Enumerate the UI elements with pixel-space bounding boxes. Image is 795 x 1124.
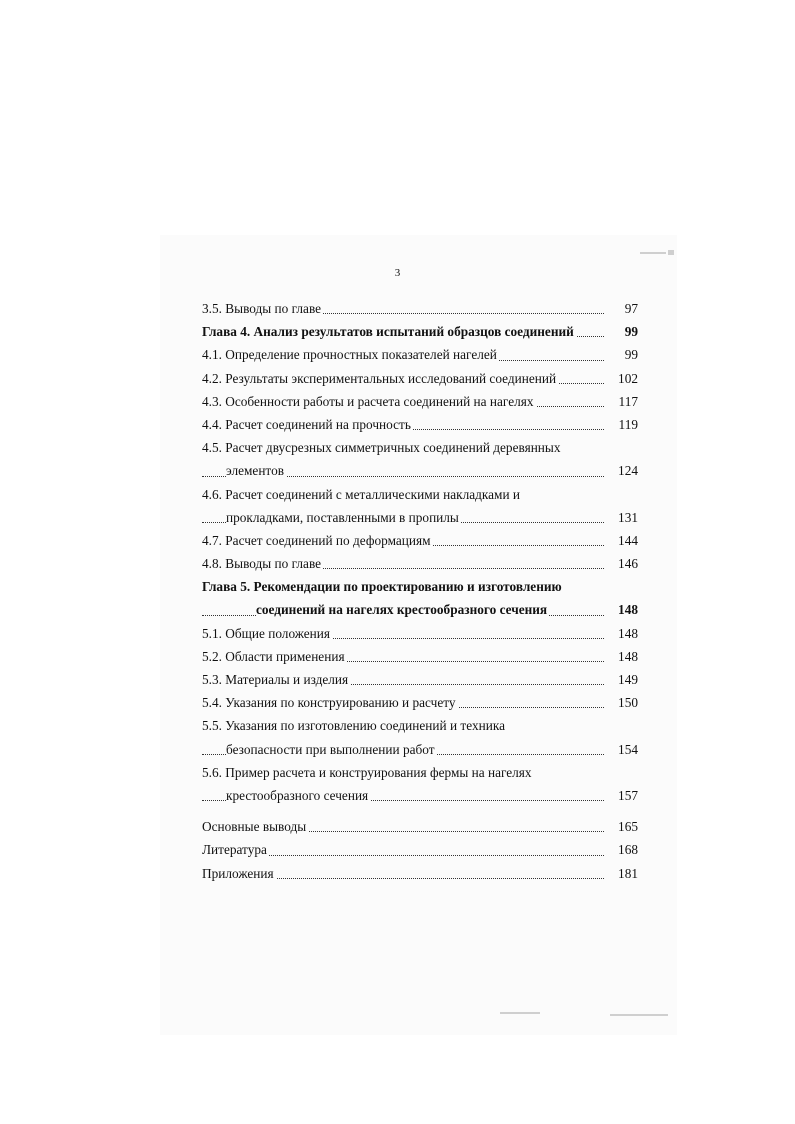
toc-entry-page: 154	[604, 738, 638, 761]
scan-speck	[500, 1012, 540, 1014]
toc-entry-page: 181	[604, 862, 638, 885]
toc-entry	[202, 575, 638, 598]
toc-entry	[202, 320, 638, 343]
page-number: 3	[394, 267, 401, 279]
toc-entry-title: Литература	[202, 838, 269, 861]
toc-entry-title: элементов	[226, 459, 286, 482]
toc-entry-page: 117	[604, 390, 638, 413]
toc-entry	[202, 297, 638, 320]
toc-entry-page: 148	[604, 622, 638, 645]
toc-entry	[202, 598, 638, 621]
toc-entry-title: 4.6. Расчет соединений с металлическими накладками и	[202, 483, 522, 506]
toc-entry-title: 4.5. Расчет двусрезных симметричных соединений деревянных	[202, 436, 563, 459]
toc-entry	[202, 645, 638, 668]
toc-entry	[202, 668, 638, 691]
toc-entry-title: 4.8. Выводы по главе	[202, 552, 323, 575]
toc-entry-page: 144	[604, 529, 638, 552]
toc-entry	[202, 552, 638, 575]
toc-entry	[202, 738, 638, 761]
toc-entry-page: 150	[604, 691, 638, 714]
toc-entry-title: Основные выводы	[202, 815, 308, 838]
toc-entry-title: 4.4. Расчет соединений на прочность	[202, 413, 413, 436]
toc-entry-title: 5.2. Области применения	[202, 645, 347, 668]
toc-entry	[202, 862, 638, 885]
toc-entry	[202, 761, 638, 784]
toc-entry	[202, 622, 638, 645]
toc-entry	[202, 714, 638, 737]
toc-entry-title: 3.5. Выводы по главе	[202, 297, 323, 320]
toc-entry-page: 157	[604, 784, 638, 807]
scan-speck	[610, 1014, 668, 1016]
toc-entry-title: 5.6. Пример расчета и конструирования фермы на нагелях	[202, 761, 534, 784]
toc-entry-title: прокладками, поставленными в пропилы	[226, 506, 461, 529]
toc-entry-title: 5.4. Указания по конструированию и расчету	[202, 691, 458, 714]
toc-entry	[202, 691, 638, 714]
toc-entry-title: Приложения	[202, 862, 276, 885]
toc-entry-page: 99	[604, 320, 638, 343]
toc-entry-page: 148	[604, 598, 638, 621]
toc-entry	[202, 343, 638, 366]
toc-entry-title: 5.3. Материалы и изделия	[202, 668, 350, 691]
toc-entry	[202, 506, 638, 529]
toc-entry-title: 4.7. Расчет соединений по деформациям	[202, 529, 433, 552]
toc-entry-title: безопасности при выполнении работ	[226, 738, 437, 761]
toc-entry-title: соединений на нагелях крестообразного сечения	[256, 598, 549, 621]
table-of-contents	[202, 297, 638, 885]
toc-entry-page: 124	[604, 459, 638, 482]
toc-entry-page: 102	[604, 367, 638, 390]
toc-entry-page: 99	[604, 343, 638, 366]
toc-entry-page: 119	[604, 413, 638, 436]
toc-entry-title: 4.2. Результаты экспериментальных исследований соединений	[202, 367, 558, 390]
toc-entry-page: 149	[604, 668, 638, 691]
toc-entry-page: 168	[604, 838, 638, 861]
toc-entry	[202, 815, 638, 838]
toc-entry	[202, 784, 638, 807]
toc-entry	[202, 838, 638, 861]
toc-entry	[202, 390, 638, 413]
toc-entry-page: 165	[604, 815, 638, 838]
scan-speck	[668, 250, 674, 255]
toc-entry-title: 5.5. Указания по изготовлению соединений и техника	[202, 714, 507, 737]
toc-entry-title: Глава 4. Анализ результатов испытаний образцов соединений	[202, 320, 576, 343]
toc-entry-page: 97	[604, 297, 638, 320]
toc-entry	[202, 459, 638, 482]
toc-entry-page: 131	[604, 506, 638, 529]
toc-entry	[202, 436, 638, 459]
scan-speck	[640, 252, 666, 254]
toc-entry	[202, 483, 638, 506]
toc-entry	[202, 413, 638, 436]
toc-entry-title: 4.3. Особенности работы и расчета соединений на нагелях	[202, 390, 536, 413]
toc-entry-title: Глава 5. Рекомендации по проектированию и изготовлению	[202, 575, 564, 598]
toc-entry-page: 146	[604, 552, 638, 575]
toc-entry-page: 148	[604, 645, 638, 668]
toc-entry	[202, 529, 638, 552]
toc-entry-title: 5.1. Общие положения	[202, 622, 332, 645]
toc-entry-title: 4.1. Определение прочностных показателей нагелей	[202, 343, 499, 366]
toc-entry-title: крестообразного сечения	[226, 784, 370, 807]
toc-entry	[202, 367, 638, 390]
